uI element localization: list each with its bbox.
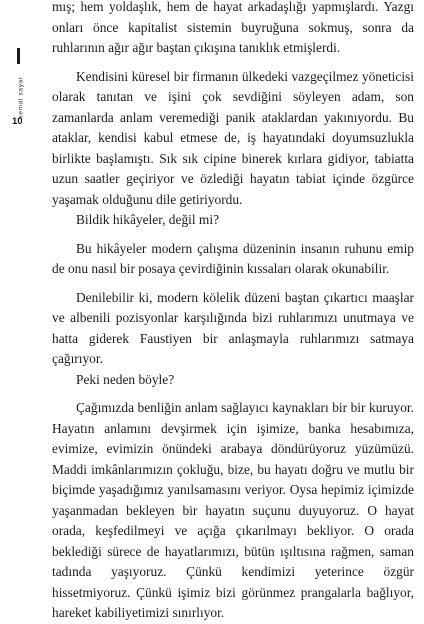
paragraph-2: Kendisini küresel bir firmanın ülkedeki vazgeçilmez yöneticisi olarak tanıtan ve işini çok sevdiğini söyleyen adam, son zamanlarda anlam veremediği panik ataklardan yakınıyordu. Bu ataklar, kendisi kabul etmese de, iş hayatındaki doyumsuzlukla birlikte başlamıştı. Sık sık cipine binerek kırlara gidiyor, tabiatta uzun saatler geçiriyor ve özlediği hayatın tabiat içinde özgürce yaşamak olduğunu dile getiriyordu. [52, 68, 414, 207]
paragraph-6: Peki neden böyle? [76, 371, 175, 387]
paragraph-3: Bildik hikâyeler, değil mi? [76, 212, 220, 227]
running-head-author: kemal sayar [17, 76, 25, 119]
paragraph-5: Denilebilir ki, modern kölelik düzeni baştan çıkartıcı maaşlar ve albenili pozisyonlar karşılığında bizi ruhlarımızı unutmaya ve hatta giderek Faustiyen bir anlaşmayla ruhlarımızı satmaya çağırıyor. [52, 289, 414, 366]
paragraph-7: Çağımızda benliğin anlam sağlayıcı kaynakları bir bir kuruyor. Hayatın anlamını devşirmek için işimize, banka hesabımıza, evimize, evimizin önündeki arabaya döndürüyoruz yüzümüzü. Maddi imkânlarımızın çokluğu, bize, bu hayatı doğru ve mutlu bir biçimde yaşadığımız yanılsamasını veriyor. Oysa hepimiz içimizde yaşanmadan bekleyen bir hayatın suçunu duyuyoruz. O hayat orada, keşfedilmeyi ve açığa çıkarılmayı bekliyor. O orada beklediği sürece de hayatlarımızı, bütün ışıltısına rağmen, saman tadında yaşıyoruz. Çünkü kendimizi yeterince özgür hissetmiyoruz. Çünkü işimiz bizi görünmez prangalarla bağlıyor, hareket kabiliyetimizi sınırlıyor. [52, 400, 414, 620]
page-number: 10 [12, 116, 23, 127]
paragraph-4: Bu hikâyeler modern çalışma düzeninin insanın ruhunu emip de onu nasıl bir posaya çevirdiğinin kıssaları olarak okunabilir. [52, 240, 414, 276]
body-text [52, 0, 414, 624]
paragraph-1: mış; hem yoldaşlık, hem de hayat arkadaşlığı yapmışlardı. Yazgı onları önce kapitalist sistemin buyruğuna sokmuş, sonra da ruhlarının ağır ağır baştan çıkışına tanıklık etmişlerdi. [52, 0, 414, 55]
